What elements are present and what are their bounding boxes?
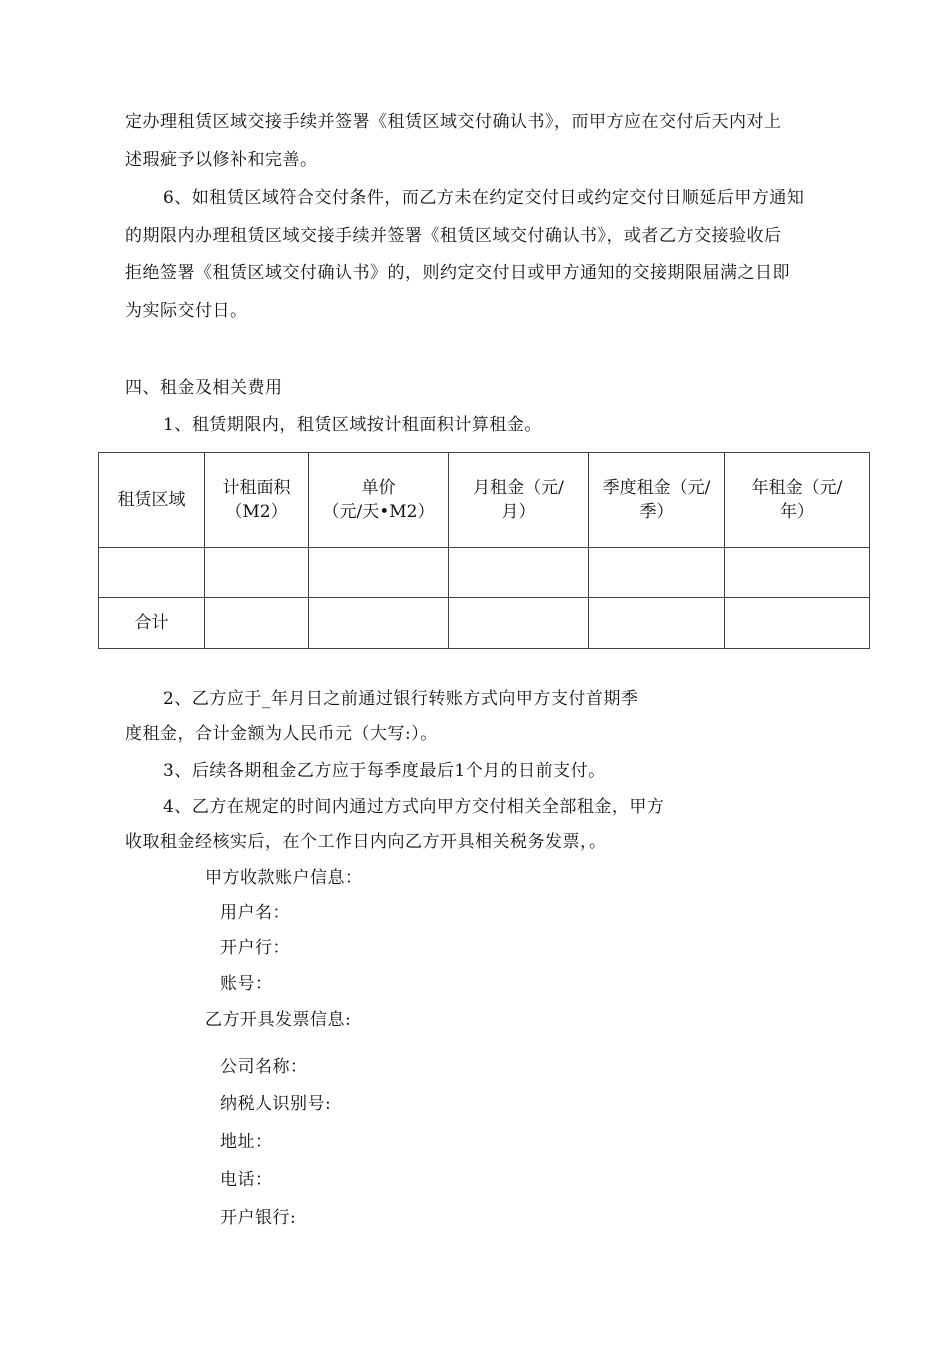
tax-id-field-label: 纳税人识别号:: [220, 1094, 332, 1114]
table-cell: [205, 598, 309, 649]
table-cell: [725, 598, 870, 649]
item-6-line: 为实际交付日。: [125, 301, 248, 321]
table-header-row: [99, 453, 870, 548]
username-field-label: 用户名：: [220, 903, 290, 923]
table-cell: [449, 598, 589, 649]
item-1: 1、租赁期限内，租赁区域按计租面积计算租金。: [163, 415, 542, 435]
item-4-line: 收取租金经核实后，在个工作日内向乙方开具相关税务发票，。: [125, 832, 607, 852]
item-6-line: 拒绝签署《租赁区域交付确认书》的，则约定交付日或甲方通知的交接期限届满之日即: [125, 263, 790, 283]
item-3: 3、后续各期租金乙方应于每季度最后1个月的日前支付。: [163, 761, 606, 781]
table-cell: [309, 598, 449, 649]
account-field-label: 账号：: [220, 974, 273, 994]
item-6-line: 6、如租赁区域符合交付条件，而乙方未在约定交付日或约定交付日顺延后甲方通知: [163, 188, 805, 208]
table-header-cell: 租赁区域: [99, 453, 205, 548]
party-b-invoice-title: 乙方开具发票信息:: [205, 1010, 352, 1030]
paragraph-line: 定办理租赁区域交接手续并签署《租赁区域交付确认书》，而甲方应在交付后天内对上: [125, 112, 782, 132]
bank-name-field-label: 开户银行:: [220, 1208, 297, 1228]
table-cell: [309, 548, 449, 598]
table-header-cell: 月租金（元/ 月）: [449, 453, 589, 548]
item-2-line: 度租金，合计金额为人民币元（大写:）。: [125, 724, 438, 744]
table-header-cell: 季度租金（元/ 季）: [589, 453, 725, 548]
table-cell: [589, 598, 725, 649]
total-label: 合计: [99, 598, 205, 649]
table-header-cell: 计租面积 （M2）: [205, 453, 309, 548]
table-header-cell: 年租金（元/ 年）: [725, 453, 870, 548]
party-a-account-title: 甲方收款账户信息：: [205, 868, 363, 888]
table-total-row: [99, 598, 870, 649]
bank-field-label: 开户行：: [220, 938, 290, 958]
phone-field-label: 电话：: [220, 1170, 273, 1190]
address-field-label: 地址：: [220, 1132, 273, 1152]
table-cell: [449, 548, 589, 598]
paragraph-line: 述瑕疵予以修补和完善。: [125, 150, 318, 170]
item-4-line: 4、乙方在规定的时间内通过方式向甲方交付相关全部租金，甲方: [163, 797, 665, 817]
table-cell: [589, 548, 725, 598]
section-title: 四、租金及相关费用: [125, 378, 283, 398]
table-cell: [205, 548, 309, 598]
company-field-label: 公司名称：: [220, 1057, 308, 1077]
item-2-line: 2、乙方应于_年月日之前通过银行转账方式向甲方支付首期季: [163, 689, 639, 709]
rent-table: [98, 452, 870, 649]
item-6-line: 的期限内办理租赁区域交接手续并签署《租赁区域交付确认书》，或者乙方交接验收后: [125, 226, 782, 246]
table-cell: [99, 548, 205, 598]
table-header-cell: 单价 （元/天•M2）: [309, 453, 449, 548]
table-row: [99, 548, 870, 598]
table-cell: [725, 548, 870, 598]
